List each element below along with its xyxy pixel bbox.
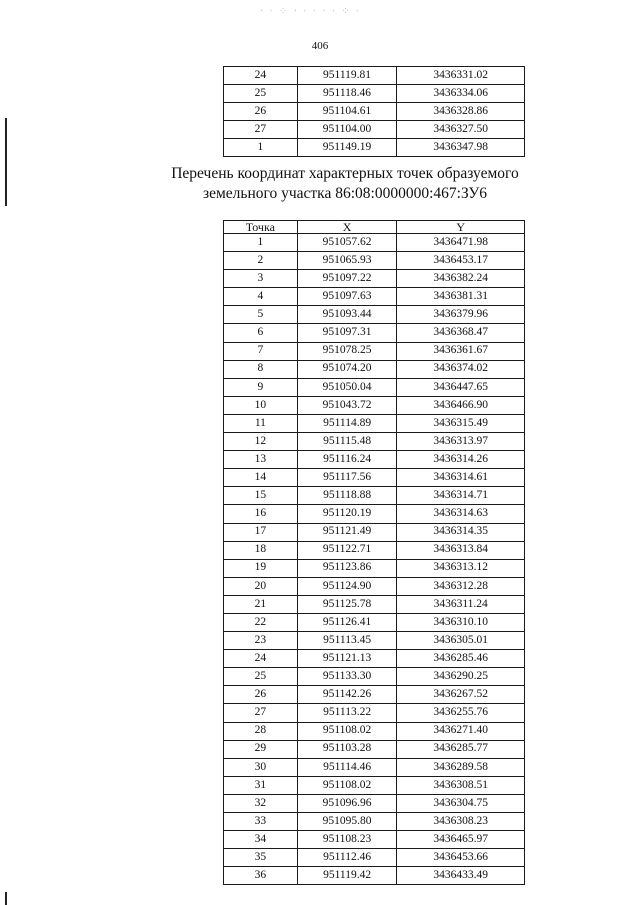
cell-y: 3436285.46 bbox=[397, 650, 525, 668]
cell-y: 3436314.61 bbox=[397, 469, 525, 487]
cell-point: 36 bbox=[224, 867, 298, 885]
cell-y: 3436255.76 bbox=[397, 704, 525, 722]
cell-x: 951104.61 bbox=[297, 103, 397, 121]
cell-y: 3436308.23 bbox=[397, 813, 525, 831]
cell-point: 18 bbox=[224, 541, 298, 559]
cell-y: 3436313.97 bbox=[397, 433, 525, 451]
column-header-point: Точка bbox=[224, 221, 298, 234]
cell-x: 951050.04 bbox=[297, 378, 397, 396]
cell-point: 34 bbox=[224, 831, 298, 849]
cell-point: 20 bbox=[224, 577, 298, 595]
cell-y: 3436374.02 bbox=[397, 360, 525, 378]
table-row bbox=[224, 632, 525, 650]
cell-x: 951123.86 bbox=[297, 559, 397, 577]
cell-point: 25 bbox=[224, 668, 298, 686]
cell-y: 3436308.51 bbox=[397, 776, 525, 794]
margin-rule-bottom bbox=[5, 892, 7, 905]
cell-point: 26 bbox=[224, 103, 298, 121]
table-header-row bbox=[224, 221, 525, 234]
cell-x: 951074.20 bbox=[297, 360, 397, 378]
table-row bbox=[224, 577, 525, 595]
cell-x: 951108.23 bbox=[297, 831, 397, 849]
cell-y: 3436368.47 bbox=[397, 324, 525, 342]
cell-point: 16 bbox=[224, 505, 298, 523]
cell-y: 3436304.75 bbox=[397, 794, 525, 812]
cell-x: 951119.81 bbox=[297, 67, 397, 85]
cell-point: 19 bbox=[224, 559, 298, 577]
cell-y: 3436471.98 bbox=[397, 234, 525, 252]
cell-y: 3436313.84 bbox=[397, 541, 525, 559]
cell-x: 951057.62 bbox=[297, 234, 397, 252]
table-row bbox=[224, 505, 525, 523]
cell-point: 1 bbox=[224, 139, 298, 157]
cell-y: 3436379.96 bbox=[397, 306, 525, 324]
cell-point: 10 bbox=[224, 396, 298, 414]
cell-x: 951149.19 bbox=[297, 139, 397, 157]
table-row bbox=[224, 306, 525, 324]
table-row bbox=[224, 103, 525, 121]
cell-point: 1 bbox=[224, 234, 298, 252]
cell-x: 951043.72 bbox=[297, 396, 397, 414]
cell-x: 951112.46 bbox=[297, 849, 397, 867]
table-row bbox=[224, 704, 525, 722]
cell-point: 14 bbox=[224, 469, 298, 487]
cell-x: 951093.44 bbox=[297, 306, 397, 324]
table-row bbox=[224, 559, 525, 577]
cell-x: 951108.02 bbox=[297, 722, 397, 740]
table-row bbox=[224, 139, 525, 157]
table-row bbox=[224, 849, 525, 867]
table-row bbox=[224, 85, 525, 103]
cell-point: 22 bbox=[224, 613, 298, 631]
cell-x: 951126.41 bbox=[297, 613, 397, 631]
cell-point: 24 bbox=[224, 67, 298, 85]
table-row bbox=[224, 396, 525, 414]
cell-point: 24 bbox=[224, 650, 298, 668]
cell-y: 3436267.52 bbox=[397, 686, 525, 704]
cell-point: 15 bbox=[224, 487, 298, 505]
cell-y: 3436381.31 bbox=[397, 288, 525, 306]
cell-point: 17 bbox=[224, 523, 298, 541]
column-header-y: Y bbox=[397, 221, 525, 234]
table-row bbox=[224, 776, 525, 794]
cell-point: 2 bbox=[224, 252, 298, 270]
table-row bbox=[224, 252, 525, 270]
section-heading bbox=[0, 164, 640, 204]
cell-x: 951121.13 bbox=[297, 650, 397, 668]
table-row bbox=[224, 831, 525, 849]
cell-point: 11 bbox=[224, 414, 298, 432]
cell-x: 951133.30 bbox=[297, 668, 397, 686]
table-row bbox=[224, 813, 525, 831]
cell-y: 3436315.49 bbox=[397, 414, 525, 432]
cell-x: 951121.49 bbox=[297, 523, 397, 541]
cell-point: 33 bbox=[224, 813, 298, 831]
table-row bbox=[224, 794, 525, 812]
cell-y: 3436328.86 bbox=[397, 103, 525, 121]
cell-y: 3436433.49 bbox=[397, 867, 525, 885]
cell-y: 3436313.12 bbox=[397, 559, 525, 577]
cell-point: 8 bbox=[224, 360, 298, 378]
cell-y: 3436314.35 bbox=[397, 523, 525, 541]
cell-y: 3436361.67 bbox=[397, 342, 525, 360]
table-row bbox=[224, 414, 525, 432]
table-row bbox=[224, 595, 525, 613]
table-row bbox=[224, 324, 525, 342]
table-row bbox=[224, 342, 525, 360]
cell-point: 12 bbox=[224, 433, 298, 451]
cell-x: 951142.26 bbox=[297, 686, 397, 704]
cell-y: 3436465.97 bbox=[397, 831, 525, 849]
cell-point: 3 bbox=[224, 270, 298, 288]
table-row bbox=[224, 613, 525, 631]
cell-point: 6 bbox=[224, 324, 298, 342]
table-row bbox=[224, 650, 525, 668]
cell-y: 3436314.26 bbox=[397, 451, 525, 469]
scan-artifact: · ∙ ⁘ · ∙ · · ∙ ⁘ ∙ bbox=[260, 6, 361, 17]
table-row bbox=[224, 360, 525, 378]
cell-point: 21 bbox=[224, 595, 298, 613]
table-row bbox=[224, 288, 525, 306]
cell-point: 31 bbox=[224, 776, 298, 794]
cell-x: 951119.42 bbox=[297, 867, 397, 885]
table-row bbox=[224, 378, 525, 396]
cell-point: 27 bbox=[224, 121, 298, 139]
cell-x: 951118.46 bbox=[297, 85, 397, 103]
table-row bbox=[224, 722, 525, 740]
cell-y: 3436334.06 bbox=[397, 85, 525, 103]
cell-y: 3436289.58 bbox=[397, 758, 525, 776]
table-row bbox=[224, 668, 525, 686]
coordinates-table bbox=[223, 220, 525, 885]
cell-x: 951103.28 bbox=[297, 740, 397, 758]
cell-point: 5 bbox=[224, 306, 298, 324]
column-header-x: X bbox=[297, 221, 397, 234]
cell-x: 951104.00 bbox=[297, 121, 397, 139]
table-row bbox=[224, 740, 525, 758]
table-row bbox=[224, 686, 525, 704]
cell-point: 32 bbox=[224, 794, 298, 812]
cell-y: 3436327.50 bbox=[397, 121, 525, 139]
table-row bbox=[224, 121, 525, 139]
cell-x: 951114.89 bbox=[297, 414, 397, 432]
cell-x: 951115.48 bbox=[297, 433, 397, 451]
page-number: 406 bbox=[311, 40, 329, 52]
table-row bbox=[224, 67, 525, 85]
cell-x: 951065.93 bbox=[297, 252, 397, 270]
cell-x: 951078.25 bbox=[297, 342, 397, 360]
cell-x: 951113.22 bbox=[297, 704, 397, 722]
cell-y: 3436305.01 bbox=[397, 632, 525, 650]
table-row bbox=[224, 451, 525, 469]
table-row bbox=[224, 487, 525, 505]
cell-x: 951118.88 bbox=[297, 487, 397, 505]
cell-y: 3436453.17 bbox=[397, 252, 525, 270]
cell-x: 951120.19 bbox=[297, 505, 397, 523]
cell-x: 951097.63 bbox=[297, 288, 397, 306]
table-row bbox=[224, 541, 525, 559]
table-row bbox=[224, 523, 525, 541]
cell-point: 25 bbox=[224, 85, 298, 103]
cell-x: 951097.31 bbox=[297, 324, 397, 342]
cell-x: 951095.80 bbox=[297, 813, 397, 831]
cell-point: 7 bbox=[224, 342, 298, 360]
cell-x: 951096.96 bbox=[297, 794, 397, 812]
cell-y: 3436314.63 bbox=[397, 505, 525, 523]
cell-y: 3436310.10 bbox=[397, 613, 525, 631]
cell-point: 23 bbox=[224, 632, 298, 650]
cell-point: 29 bbox=[224, 740, 298, 758]
cell-y: 3436331.02 bbox=[397, 67, 525, 85]
cell-x: 951125.78 bbox=[297, 595, 397, 613]
cell-point: 13 bbox=[224, 451, 298, 469]
coordinates-table-continued bbox=[223, 66, 525, 157]
table-row bbox=[224, 433, 525, 451]
cell-x: 951108.02 bbox=[297, 776, 397, 794]
table-row bbox=[224, 234, 525, 252]
cell-y: 3436311.24 bbox=[397, 595, 525, 613]
cell-x: 951122.71 bbox=[297, 541, 397, 559]
cell-y: 3436453.66 bbox=[397, 849, 525, 867]
cell-y: 3436271.40 bbox=[397, 722, 525, 740]
cell-x: 951114.46 bbox=[297, 758, 397, 776]
cell-point: 35 bbox=[224, 849, 298, 867]
cell-y: 3436447.65 bbox=[397, 378, 525, 396]
cell-y: 3436314.71 bbox=[397, 487, 525, 505]
cell-x: 951097.22 bbox=[297, 270, 397, 288]
cell-x: 951124.90 bbox=[297, 577, 397, 595]
cell-point: 4 bbox=[224, 288, 298, 306]
cell-point: 27 bbox=[224, 704, 298, 722]
cell-y: 3436290.25 bbox=[397, 668, 525, 686]
cell-y: 3436347.98 bbox=[397, 139, 525, 157]
cell-y: 3436312.28 bbox=[397, 577, 525, 595]
table-row bbox=[224, 867, 525, 885]
cell-x: 951117.56 bbox=[297, 469, 397, 487]
table-row bbox=[224, 270, 525, 288]
cell-y: 3436382.24 bbox=[397, 270, 525, 288]
table-row bbox=[224, 469, 525, 487]
cell-point: 30 bbox=[224, 758, 298, 776]
cell-point: 26 bbox=[224, 686, 298, 704]
heading-line-2: земельного участка 86:08:0000000:467:ЗУ6 bbox=[202, 185, 488, 202]
cell-x: 951113.45 bbox=[297, 632, 397, 650]
cell-x: 951116.24 bbox=[297, 451, 397, 469]
heading-line-1: Перечень координат характерных точек образуемого bbox=[171, 165, 519, 182]
cell-y: 3436285.77 bbox=[397, 740, 525, 758]
cell-point: 9 bbox=[224, 378, 298, 396]
cell-point: 28 bbox=[224, 722, 298, 740]
cell-y: 3436466.90 bbox=[397, 396, 525, 414]
table-row bbox=[224, 758, 525, 776]
